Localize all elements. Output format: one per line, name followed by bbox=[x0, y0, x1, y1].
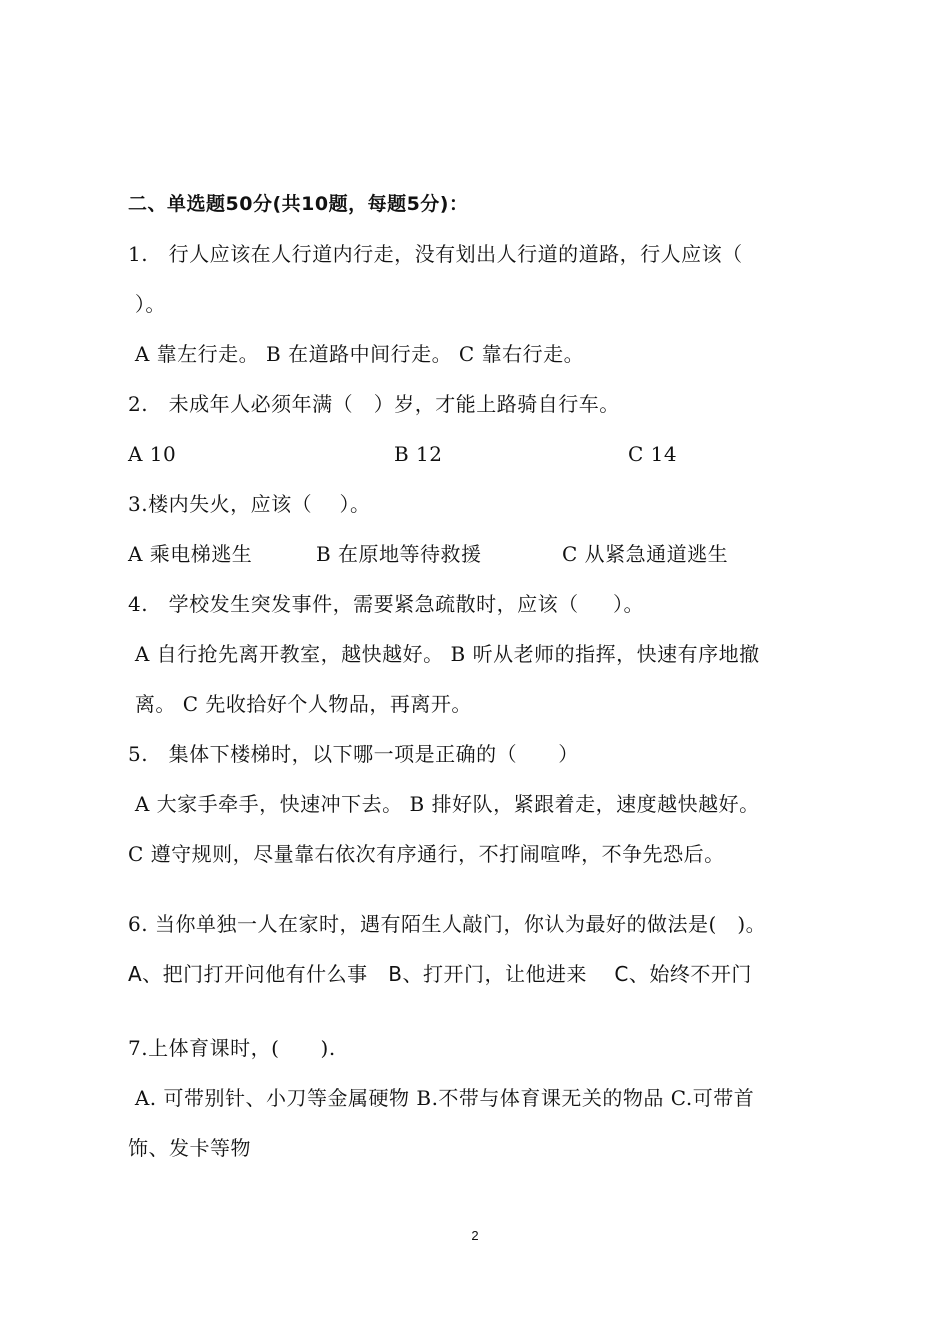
question-7-options: A. 可带别针、小刀等金属硬物 B.不带与体育课无关的物品 C.可带首 bbox=[128, 1086, 755, 1110]
question-7-options-continued: 饰、发卡等物 bbox=[128, 1136, 251, 1160]
question-5-stem: 5. 集体下楼梯时，以下哪一项是正确的（ ） bbox=[128, 742, 579, 766]
question-3-stem: 3.楼内失火，应该（ ）。 bbox=[128, 492, 371, 516]
question-1-stem-continued: ）。 bbox=[128, 292, 166, 316]
question-2-option-b: B 12 bbox=[394, 442, 443, 466]
question-7-stem: 7.上体育课时，( ). bbox=[128, 1036, 336, 1060]
question-5-options: A 大家手牵手，快速冲下去。 B 排好队，紧跟着走，速度越快越好。 bbox=[128, 792, 760, 816]
question-2-option-a: A 10 bbox=[128, 442, 177, 466]
question-4-stem: 4. 学校发生突发事件，需要紧急疏散时，应该（ ）。 bbox=[128, 592, 644, 616]
page-number: 2 bbox=[471, 1228, 479, 1243]
question-3-option-b: B 在原地等待救援 bbox=[316, 542, 482, 566]
question-1-stem: 1. 行人应该在人行道内行走，没有划出人行道的道路，行人应该（ bbox=[128, 242, 743, 266]
question-2-stem: 2. 未成年人必须年满（ ）岁，才能上路骑自行车。 bbox=[128, 392, 620, 416]
question-3-option-a: A 乘电梯逃生 bbox=[128, 542, 253, 566]
question-3-option-c: C 从紧急通道逃生 bbox=[562, 542, 729, 566]
question-4-options-continued: 离。 C 先收拾好个人物品，再离开。 bbox=[128, 692, 472, 716]
question-6-options: A、把门打开问他有什么事 B、打开门，让他进来 C、始终不开门 bbox=[128, 962, 752, 986]
section-title: 二、单选题50分(共10题，每题5分)： bbox=[128, 193, 469, 215]
question-6-stem: 6. 当你单独一人在家时，遇有陌生人敲门，你认为最好的做法是( )。 bbox=[128, 912, 767, 936]
question-5-options-continued: C 遵守规则，尽量靠右依次有序通行，不打闹喧哗，不争先恐后。 bbox=[128, 842, 725, 866]
question-4-options: A 自行抢先离开教室，越快越好。 B 听从老师的指挥，快速有序地撤 bbox=[128, 642, 760, 666]
question-1-options: A 靠左行走。 B 在道路中间行走。 C 靠右行走。 bbox=[128, 342, 585, 366]
question-2-option-c: C 14 bbox=[628, 442, 678, 466]
